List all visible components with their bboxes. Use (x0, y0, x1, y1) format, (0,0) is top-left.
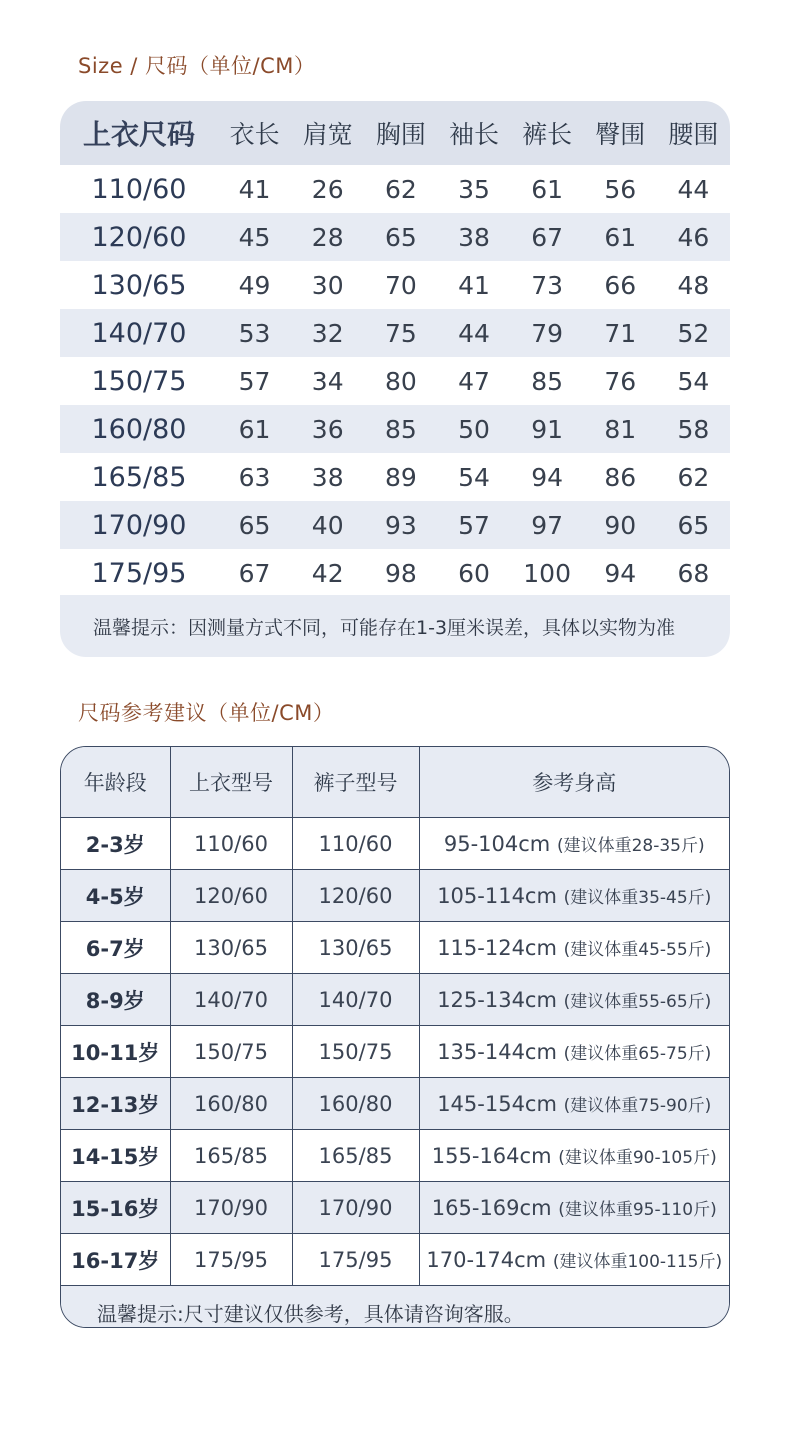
table-cell: 30 (291, 261, 364, 309)
table-cell: 90 (584, 501, 657, 549)
table-cell: 49 (218, 261, 291, 309)
pants-model-cell: 175/95 (292, 1234, 419, 1286)
height-cell (419, 974, 729, 1026)
size-cell: 140/70 (60, 309, 218, 357)
table-cell: 97 (511, 501, 584, 549)
top-model-cell: 110/60 (170, 818, 292, 870)
pants-model-cell: 120/60 (292, 870, 419, 922)
header-pants-model: 裤子型号 (292, 747, 419, 818)
height-range: 165-169cm (431, 1196, 552, 1220)
pants-model-cell: 140/70 (292, 974, 419, 1026)
table-cell: 65 (657, 501, 730, 549)
table-cell: 76 (584, 357, 657, 405)
top-model-cell: 175/95 (170, 1234, 292, 1286)
pants-model-cell: 130/65 (292, 922, 419, 974)
table-cell: 93 (364, 501, 437, 549)
top-model-cell: 150/75 (170, 1026, 292, 1078)
size-cell: 130/65 (60, 261, 218, 309)
table-cell: 85 (511, 357, 584, 405)
table-cell: 57 (218, 357, 291, 405)
size-cell: 170/90 (60, 501, 218, 549)
table-cell: 94 (511, 453, 584, 501)
table-cell: 57 (437, 501, 510, 549)
top-model-cell: 165/85 (170, 1130, 292, 1182)
height-range: 125-134cm (437, 988, 557, 1012)
table-cell: 41 (218, 165, 291, 213)
table-row (61, 1078, 729, 1130)
pants-model-cell: 165/85 (292, 1130, 419, 1182)
table-row (60, 309, 730, 357)
table-row (61, 922, 729, 974)
table-cell: 86 (584, 453, 657, 501)
table-cell: 56 (584, 165, 657, 213)
table-row (60, 357, 730, 405)
weight-note: (建议体重35-45斤) (563, 888, 712, 908)
table-cell: 46 (657, 213, 730, 261)
weight-note: (建议体重75-90斤) (563, 1096, 712, 1116)
height-cell (419, 1026, 729, 1078)
table-cell: 81 (584, 405, 657, 453)
height-cell (419, 1182, 729, 1234)
age-cell: 10-11岁 (61, 1026, 170, 1078)
table-cell: 54 (437, 453, 510, 501)
height-range: 155-164cm (431, 1144, 552, 1168)
header-chest: 胸围 (364, 101, 437, 165)
table-cell: 54 (657, 357, 730, 405)
size-cell: 165/85 (60, 453, 218, 501)
ref-table-header-row (61, 747, 729, 818)
table-cell: 65 (218, 501, 291, 549)
table-row (61, 870, 729, 922)
table-cell: 40 (291, 501, 364, 549)
table-cell: 53 (218, 309, 291, 357)
size-table-header-row (60, 101, 730, 165)
age-cell: 6-7岁 (61, 922, 170, 974)
table-row (61, 1182, 729, 1234)
table-cell: 63 (218, 453, 291, 501)
table-cell: 44 (437, 309, 510, 357)
table-cell: 71 (584, 309, 657, 357)
top-model-cell: 160/80 (170, 1078, 292, 1130)
header-hip: 臀围 (584, 101, 657, 165)
top-model-cell: 130/65 (170, 922, 292, 974)
height-cell (419, 922, 729, 974)
table-cell: 94 (584, 549, 657, 597)
table-row (61, 1130, 729, 1182)
age-cell: 15-16岁 (61, 1182, 170, 1234)
table-cell: 36 (291, 405, 364, 453)
pants-model-cell: 170/90 (292, 1182, 419, 1234)
height-range: 115-124cm (437, 936, 557, 960)
header-length: 衣长 (218, 101, 291, 165)
size-cell: 175/95 (60, 549, 218, 597)
table-row (60, 213, 730, 261)
height-range: 105-114cm (437, 884, 557, 908)
header-top-model: 上衣型号 (170, 747, 292, 818)
weight-note: (建议体重90-105斤) (558, 1148, 717, 1168)
table-cell: 47 (437, 357, 510, 405)
header-pants-length: 裤长 (511, 101, 584, 165)
header-shoulder: 肩宽 (291, 101, 364, 165)
table-cell: 98 (364, 549, 437, 597)
table-cell: 79 (511, 309, 584, 357)
table-row (60, 261, 730, 309)
table-row (61, 1026, 729, 1078)
table-cell: 26 (291, 165, 364, 213)
table-cell: 62 (364, 165, 437, 213)
table-row (61, 974, 729, 1026)
table-cell: 70 (364, 261, 437, 309)
height-range: 145-154cm (437, 1092, 557, 1116)
size-cell: 120/60 (60, 213, 218, 261)
weight-note: (建议体重55-65斤) (563, 992, 712, 1012)
table-cell: 60 (437, 549, 510, 597)
table-cell: 65 (364, 213, 437, 261)
table-cell: 45 (218, 213, 291, 261)
table-cell: 66 (584, 261, 657, 309)
age-cell: 12-13岁 (61, 1078, 170, 1130)
table-row (61, 818, 729, 870)
age-cell: 4-5岁 (61, 870, 170, 922)
table-cell: 44 (657, 165, 730, 213)
height-cell (419, 870, 729, 922)
table-cell: 62 (657, 453, 730, 501)
table-cell: 75 (364, 309, 437, 357)
table-row (60, 405, 730, 453)
table-cell: 42 (291, 549, 364, 597)
age-cell: 2-3岁 (61, 818, 170, 870)
top-model-cell: 140/70 (170, 974, 292, 1026)
table-cell: 61 (584, 213, 657, 261)
size-cell: 110/60 (60, 165, 218, 213)
size-cell: 160/80 (60, 405, 218, 453)
table-cell: 89 (364, 453, 437, 501)
table-cell: 80 (364, 357, 437, 405)
table-row (60, 501, 730, 549)
table-row (60, 453, 730, 501)
table-cell: 61 (511, 165, 584, 213)
pants-model-cell: 160/80 (292, 1078, 419, 1130)
height-cell (419, 1234, 729, 1286)
table-cell: 91 (511, 405, 584, 453)
table-row (60, 549, 730, 597)
height-range: 135-144cm (437, 1040, 557, 1064)
table-cell: 61 (218, 405, 291, 453)
pants-model-cell: 110/60 (292, 818, 419, 870)
age-cell: 8-9岁 (61, 974, 170, 1026)
table-cell: 67 (218, 549, 291, 597)
size-section-title: Size / 尺码（单位/CM） (78, 54, 316, 78)
table-cell: 73 (511, 261, 584, 309)
table-row (60, 165, 730, 213)
table-cell: 48 (657, 261, 730, 309)
header-top-size: 上衣尺码 (60, 101, 218, 165)
height-range: 170-174cm (426, 1248, 547, 1272)
height-cell (419, 818, 729, 870)
table-cell: 85 (364, 405, 437, 453)
top-model-cell: 170/90 (170, 1182, 292, 1234)
age-cell: 16-17岁 (61, 1234, 170, 1286)
table-cell: 100 (511, 549, 584, 597)
table-cell: 58 (657, 405, 730, 453)
height-cell (419, 1130, 729, 1182)
measurement-tip: 温馨提示：因测量方式不同，可能存在1-3厘米误差，具体以实物为准 (60, 595, 730, 657)
table-cell: 41 (437, 261, 510, 309)
weight-note: (建议体重45-55斤) (563, 940, 712, 960)
table-cell: 68 (657, 549, 730, 597)
weight-note: (建议体重65-75斤) (563, 1044, 712, 1064)
table-cell: 67 (511, 213, 584, 261)
weight-note: (建议体重100-115斤) (552, 1252, 723, 1272)
height-range: 95-104cm (443, 832, 551, 856)
weight-note: (建议体重28-35斤) (556, 836, 705, 856)
age-cell: 14-15岁 (61, 1130, 170, 1182)
table-cell: 32 (291, 309, 364, 357)
header-sleeve: 袖长 (437, 101, 510, 165)
table-cell: 34 (291, 357, 364, 405)
header-waist: 腰围 (657, 101, 730, 165)
header-height: 参考身高 (419, 747, 729, 818)
table-cell: 50 (437, 405, 510, 453)
size-recommendation-table (60, 746, 730, 1328)
top-model-cell: 120/60 (170, 870, 292, 922)
table-cell: 38 (291, 453, 364, 501)
size-cell: 150/75 (60, 357, 218, 405)
table-cell: 38 (437, 213, 510, 261)
table-cell: 35 (437, 165, 510, 213)
table-cell: 28 (291, 213, 364, 261)
recommendation-tip: 温馨提示:尺寸建议仅供参考，具体请咨询客服。 (61, 1286, 729, 1328)
height-cell (419, 1078, 729, 1130)
ref-section-title: 尺码参考建议（单位/CM） (78, 701, 335, 725)
size-chart-table (60, 101, 730, 657)
weight-note: (建议体重95-110斤) (558, 1200, 717, 1220)
pants-model-cell: 150/75 (292, 1026, 419, 1078)
table-row (61, 1234, 729, 1286)
table-cell: 52 (657, 309, 730, 357)
header-age: 年龄段 (61, 747, 170, 818)
